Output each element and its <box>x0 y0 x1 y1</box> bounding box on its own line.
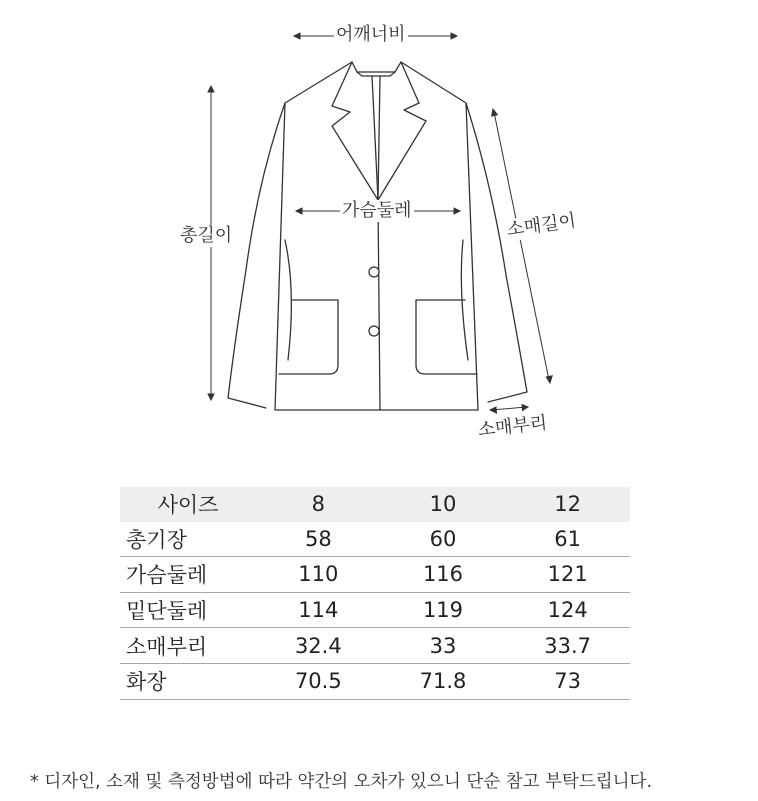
row-value: 121 <box>505 557 630 593</box>
header-size: 12 <box>554 492 582 517</box>
header-size: 8 <box>311 492 326 517</box>
shoulder-label: 어깨너비 <box>336 24 406 45</box>
jacket-body-outline <box>275 62 478 410</box>
table-header-row <box>120 487 630 522</box>
row-value: 70.5 <box>256 663 381 699</box>
row-value: 61 <box>505 522 630 557</box>
table-row <box>120 592 630 628</box>
sleeve-cuff-label: 소매부리 <box>475 412 550 442</box>
header-label: 사이즈 <box>157 493 219 518</box>
jacket-button <box>369 326 379 336</box>
row-value: 124 <box>505 592 630 628</box>
row-value: 119 <box>381 592 506 628</box>
chest-label: 가슴둘레 <box>342 200 412 221</box>
row-label: 소매부리 <box>120 628 256 664</box>
row-label: 총기장 <box>120 522 256 557</box>
table-row <box>120 522 630 557</box>
table-row <box>120 628 630 664</box>
row-value: 73 <box>505 663 630 699</box>
row-label: 화장 <box>120 663 256 699</box>
row-value: 60 <box>381 522 506 557</box>
row-value: 114 <box>256 592 381 628</box>
row-value: 110 <box>256 557 381 593</box>
table-row <box>120 663 630 699</box>
row-value: 116 <box>381 557 506 593</box>
jacket-left-lapel <box>332 62 378 200</box>
jacket-right-sleeve <box>466 103 527 402</box>
total-length-label: 총길이 <box>180 225 233 246</box>
row-value: 33.7 <box>505 628 630 664</box>
disclaimer-note: * 디자인, 소재 및 측정방법에 따라 약간의 오차가 있으니 단순 참고 부탁드립니다. <box>30 772 653 792</box>
header-size: 10 <box>429 492 457 517</box>
size-table <box>120 487 630 700</box>
table-row <box>120 557 630 593</box>
row-value: 32.4 <box>256 628 381 664</box>
sleeve-cuff-arrow <box>492 407 526 410</box>
row-value: 58 <box>256 522 381 557</box>
row-value: 33 <box>381 628 506 664</box>
row-label: 밑단둘레 <box>120 592 256 628</box>
sleeve-length-arrow <box>494 112 549 380</box>
jacket-button <box>369 267 379 277</box>
jacket-right-lapel <box>378 62 426 200</box>
row-label: 가슴둘레 <box>120 557 256 593</box>
row-value: 71.8 <box>381 663 506 699</box>
jacket-left-pocket <box>279 300 338 374</box>
jacket-right-pocket <box>416 300 477 374</box>
jacket-collar <box>352 62 401 72</box>
sleeve-length-label: 소매길이 <box>503 210 579 242</box>
